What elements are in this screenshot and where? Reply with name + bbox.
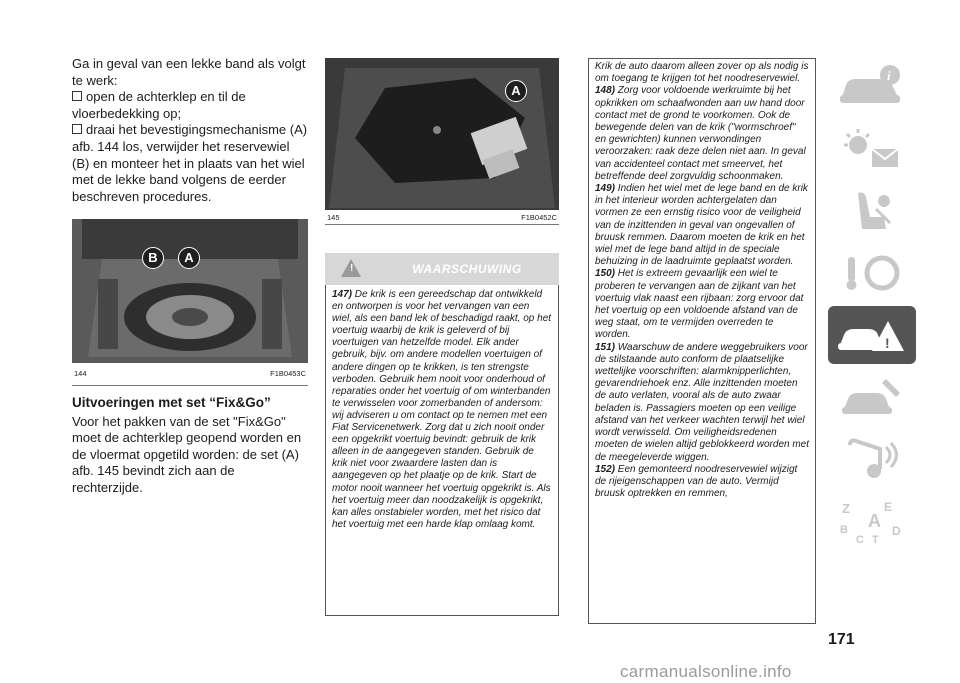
warning-title: WAARSCHUWING	[412, 262, 522, 276]
intro-text: Ga in geval van een lekke band als volgt te werk:	[72, 56, 306, 88]
warning-item: 152) Een gemonteerd noodreservewiel wijzigt de rijeigenschappen van de auto. Vermijd bruusk optrekken en remmen,	[595, 463, 798, 500]
svg-text:T: T	[872, 534, 879, 545]
wrench-car-icon[interactable]	[828, 368, 916, 426]
chapter-nav-sidebar	[828, 58, 916, 554]
svg-text:E: E	[884, 500, 893, 514]
middle-column	[325, 58, 559, 616]
warning-text: De krik is een gereedschap dat ontwikkeld en ontworpen is voor het vervangen van een wiel, als een band lek of beschadigd raakt, op het voertuig waarbij de krik is geleverd of bij voertuigen van hetzelfde model. Elk ander gebruik, bijv. om andere modellen voertuigen of andere dingen op te krikken, is ten strengste verboden. Gebruik hem nooit voor onderhoud of reparaties onder het voertuig of om winterbanden te verwisselen voor zomerbanden of andersom: wij adviseren u om contact op te nemen met een Fiat Servicenetwerk. Zorg dat u zich nooit onder een opgekrikt voertuig bevindt: gebruik de krik alleen in de aangegeven standen. Gebruik de krik niet voor zwaardere lasten dan is aangegeven op het plaatje op de krik. Start de motor nooit wanneer het voertuig opgekrikt is. Als het voertuig meer dan noodzakelijk is opgekrikt, kan alles onstabieler worden, met het risico dat het voertuig met een harde klap omlaag komt.	[332, 289, 552, 530]
list-item: draai het bevestigingsmechanisme (A) afb. 144 los, verwijder het reservewiel (B) en monteer het in plaats van het wiel met de lekke band volgens de eerder beschreven procedures.	[72, 122, 308, 204]
list-item: open de achterklep en til de vloerbedekking op;	[72, 89, 246, 121]
figure-caption	[72, 363, 308, 386]
trunk-spare-wheel-photo	[72, 219, 308, 363]
section-paragraph: Voor het pakken van de set "Fix&Go" moet de achterklep geopend worden en de vloermat opgetild worden: de set (A) afb. 145 bevindt zich aan de rechterzijde.	[72, 413, 302, 495]
warning-body	[325, 285, 559, 616]
svg-text:A: A	[868, 511, 881, 531]
index-letters-icon[interactable]	[828, 492, 916, 550]
seat-airbag-icon[interactable]	[828, 182, 916, 240]
left-column	[72, 56, 308, 497]
bullet-icon	[72, 124, 82, 134]
car-warning-icon[interactable]	[828, 306, 916, 364]
figure-code: F1B0453C	[270, 369, 306, 379]
warning-item: 150) Het is extreem gevaarlijk een wiel te proberen te vervangen aan de zijkant van het voertuig vlak naast een rijbaan: zorg ervoor dat het voertuig op een voldoende afstand van de weg staat, om te vermijden overreden te worden.	[595, 268, 804, 341]
figure-number: 145	[327, 213, 340, 222]
warning-item: 151) Waarschuw de andere weggebruikers voor de stilstaande auto conform de plaatselijke wettelijke voorschriften: alarmknipperlichten, gevarendriehoek enz. Alle inzittenden moeten de auto verlaten, vooral als de auto zwaar beladen is. Passagiers moeten op een veilige afstand van het verkeer wachten terwijl het wiel wordt verwisseld. Om veiligheidsredenen moeten de wielen altijd geblokkeerd worden met de meegeleverde wiggen.	[595, 341, 810, 463]
warning-item: 148) Zorg voor voldoende werkruimte bij het opkrikken om schaafwonden aan uw hand door contact met de grond te voorkomen. Ook de bewegende delen van de krik ("wormschroef" en gewrichten) kunnen verwondingen veroorzaken: raak deze delen niet aan. In geval van accidenteel contact met smeervet, het betreffende deel zorgvuldig schoonmaken.	[595, 85, 806, 182]
section-heading: Uitvoeringen met set “Fix&Go”	[72, 394, 271, 410]
figure-caption	[325, 210, 559, 225]
callout-a: A	[178, 247, 200, 269]
svg-text:D: D	[892, 524, 901, 538]
dashboard-lights-icon[interactable]	[828, 120, 916, 178]
fix-and-go-kit-photo	[325, 58, 559, 210]
warning-exclamation-icon: !	[350, 263, 354, 274]
page-number: 171	[828, 631, 855, 648]
right-column	[588, 58, 816, 624]
warning-number: 147)	[332, 289, 353, 300]
callout-b: B	[142, 247, 164, 269]
svg-text:C: C	[856, 534, 864, 545]
warning-item: 149) Indien het wiel met de lege band en de krik in het interieur worden achtergelaten dan vormen ze een ernstig risico voor de veiligheid van de inzittenden in geval van ongevallen of bruusk remmen. Daarom moeten de krik en het wiel met de lege band altijd in de speciale behuizing in de laadruimte geplaatst worden.	[595, 183, 808, 268]
warning-continuation-box	[588, 58, 816, 624]
steering-key-icon[interactable]	[828, 244, 916, 302]
lead-text: Krik de auto daarom alleen zover op als nodig is om toegang te krijgen tot het noodreservewiel.	[595, 61, 809, 85]
figure-number: 144	[74, 369, 87, 379]
watermark: carmanualsonline.info	[620, 662, 792, 681]
svg-text:Z: Z	[842, 501, 850, 516]
car-info-icon[interactable]	[828, 58, 916, 116]
callout-a: A	[505, 80, 527, 102]
svg-text:!: !	[885, 335, 890, 351]
svg-text:B: B	[840, 524, 848, 536]
warning-header	[325, 253, 559, 285]
bullet-icon	[72, 91, 82, 101]
figure-code: F1B0452C	[521, 213, 557, 222]
svg-text:i: i	[887, 68, 891, 83]
media-sound-icon[interactable]	[828, 430, 916, 488]
